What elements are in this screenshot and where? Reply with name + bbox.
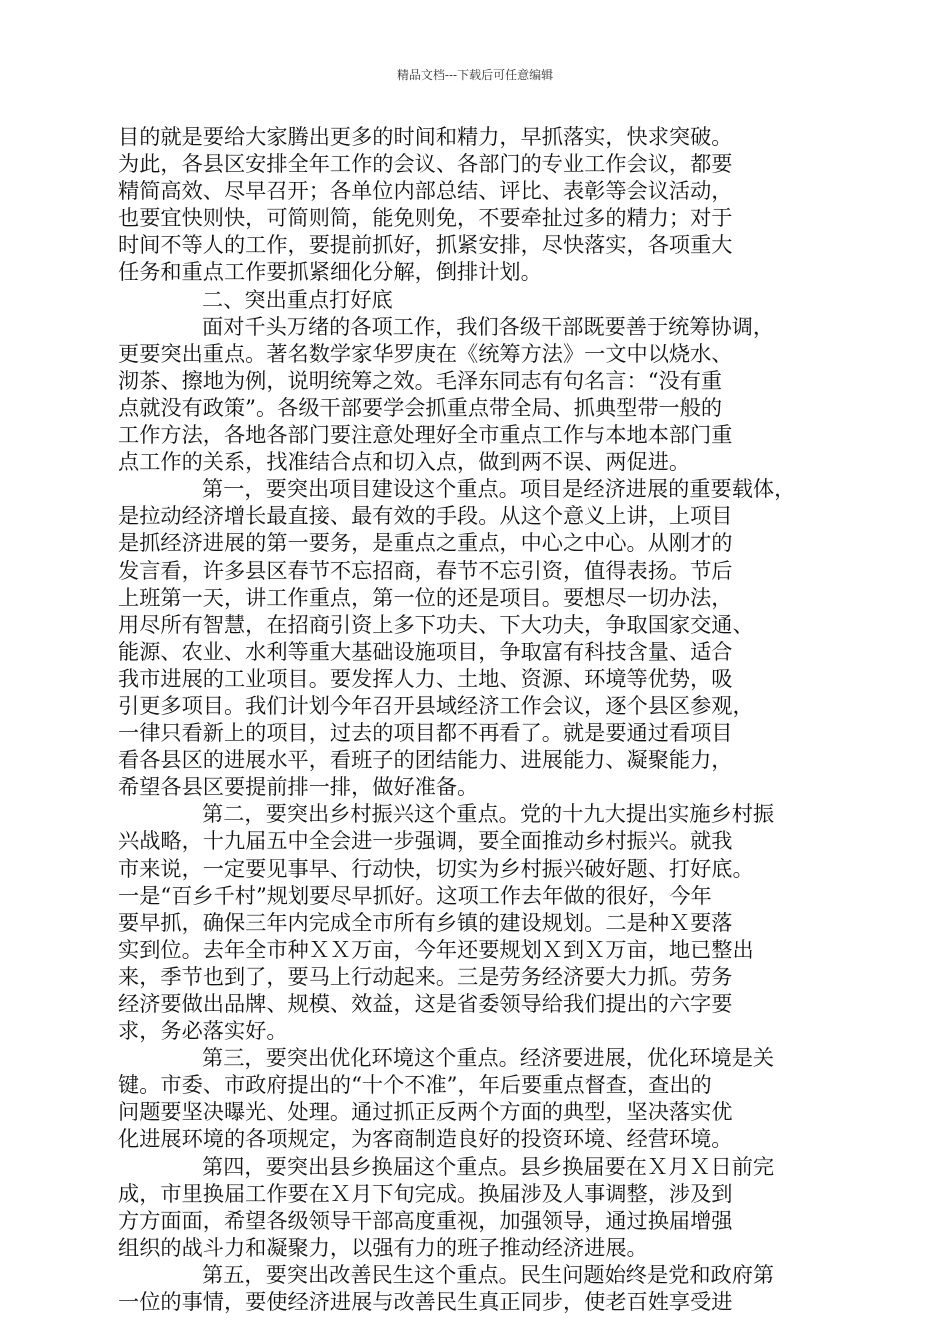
text-line: 一是“百乡千村”规划要尽早抓好。这项工作去年做的很好，今年 bbox=[118, 882, 712, 908]
paragraph-start: 第三，要突出优化环境这个重点。经济要进展，优化环境是关 bbox=[202, 1045, 775, 1071]
text-line: 看各县区的进展水平，看班子的团结能力、进展能力、凝聚能力， bbox=[118, 747, 733, 773]
paragraph-start: 第一，要突出项目建设这个重点。项目是经济进展的重要载体， bbox=[202, 476, 796, 502]
text-line: 也要宜快则快，可简则简，能免则免，不要牵扯过多的精力；对于 bbox=[118, 205, 733, 231]
text-line: 键。市委、市政府提出的“十个不准”，年后要重点督查，查出的 bbox=[118, 1072, 712, 1098]
text-line: 是抓经济进展的第一要务，是重点之重点，中心之中心。从刚才的 bbox=[118, 530, 733, 556]
text-line: 希望各县区要提前排一排，做好准备。 bbox=[118, 774, 479, 800]
text-line: 沏茶、擦地为例，说明统筹之效。毛泽东同志有句名言：“没有重 bbox=[118, 367, 723, 393]
text-line: 能源、农业、水利等重大基础设施项目，争取富有科技含量、适合 bbox=[118, 638, 733, 664]
text-line: 市来说，一定要见事早、行动快，切实为乡村振兴破好题、打好底。 bbox=[118, 855, 754, 881]
text-line: 兴战略，十九届五中全会进一步强调，要全面推动乡村振兴。就我 bbox=[118, 828, 733, 854]
text-line: 一位的事情，要使经济进展与改善民生真正同步，使老百姓享受进 bbox=[118, 1289, 733, 1315]
text-line: 求，务必落实好。 bbox=[118, 1018, 288, 1044]
paragraph-start: 第五，要突出改善民生这个重点。民生问题始终是党和政府第 bbox=[202, 1261, 775, 1287]
text-line: 目的就是要给大家腾出更多的时间和精力，早抓落实，快求突破。 bbox=[118, 124, 733, 149]
text-line: 用尽所有智慧，在招商引资上多下功夫、下大功夫，争取国家交通、 bbox=[118, 611, 754, 637]
text-line: 要早抓，确保三年内完成全市所有乡镇的建设规划。二是种Ｘ要落 bbox=[118, 909, 733, 935]
paragraph-start: 第四，要突出县乡换届这个重点。县乡换届要在Ｘ月Ｘ日前完 bbox=[202, 1153, 775, 1179]
text-line: 为此，各县区安排全年工作的会议、各部门的专业工作会议，都要 bbox=[118, 151, 733, 177]
text-line: 经济要做出品牌、规模、效益，这是省委领导给我们提出的六字要 bbox=[118, 991, 733, 1016]
section-heading: 二、突出重点打好底 bbox=[202, 286, 393, 312]
text-line: 化进展环境的各项规定，为客商制造良好的投资环境、经营环境。 bbox=[118, 1126, 733, 1152]
text-line: 点就没有政策”。各级干部要学会抓重点带全局、抓典型带一般的 bbox=[118, 394, 723, 420]
text-line: 上班第一天，讲工作重点，第一位的还是项目。要想尽一切办法， bbox=[118, 584, 733, 610]
text-line: 精简高效、尽早召开；各单位内部总结、评比、表彰等会议活动， bbox=[118, 178, 733, 204]
text-line: 方方面面，希望各级领导干部高度重视，加强领导，通过换届增强 bbox=[118, 1207, 733, 1233]
text-line: 时间不等人的工作，要提前抓好，抓紧安排，尽快落实，各项重大 bbox=[118, 232, 733, 258]
text-line: 实到位。去年全市种ＸＸ万亩，今年还要规划Ｘ到Ｘ万亩，地已整出 bbox=[118, 936, 754, 962]
text-line: 来，季节也到了，要马上行动起来。三是劳务经济要大力抓。劳务 bbox=[118, 963, 733, 989]
text-line: 工作方法，各地各部门要注意处理好全市重点工作与本地本部门重 bbox=[118, 422, 733, 448]
text-line: 引更多项目。我们计划今年召开县域经济工作会议，逐个县区参观， bbox=[118, 692, 754, 718]
paragraph-start: 第二，要突出乡村振兴这个重点。党的十九大提出实施乡村振 bbox=[202, 801, 775, 827]
text-line: 是拉动经济增长最直接、最有效的手段。从这个意义上讲，上项目 bbox=[118, 503, 733, 529]
text-line: 成，市里换届工作要在Ｘ月下旬完成。换届涉及人事调整，涉及到 bbox=[118, 1180, 733, 1206]
text-line: 点工作的关系，找准结合点和切入点，做到两不误、两促进。 bbox=[118, 449, 691, 475]
paragraph-start: 面对千头万绪的各项工作，我们各级干部既要善于统筹协调， bbox=[202, 313, 775, 339]
text-line: 我市进展的工业项目。要发挥人力、土地、资源、环境等优势，吸 bbox=[118, 665, 733, 691]
text-line: 更要突出重点。著名数学家华罗庚在《统筹方法》一文中以烧水、 bbox=[118, 340, 733, 366]
text-line: 组织的战斗力和凝聚力，以强有力的班子推动经济进展。 bbox=[118, 1234, 648, 1260]
document-body bbox=[118, 123, 832, 1315]
text-line: 一律只看新上的项目，过去的项目都不再看了。就是要通过看项目 bbox=[118, 720, 733, 746]
text-line: 发言看，许多县区春节不忘招商，春节不忘引资，值得表扬。节后 bbox=[118, 557, 733, 583]
text-line: 问题要坚决曝光、处理。通过抓正反两个方面的典型，坚决落实优 bbox=[118, 1099, 733, 1125]
text-line: 任务和重点工作要抓紧细化分解，倒排计划。 bbox=[118, 259, 542, 285]
page-header: 精品文档---下载后可任意编辑 bbox=[396, 68, 554, 82]
